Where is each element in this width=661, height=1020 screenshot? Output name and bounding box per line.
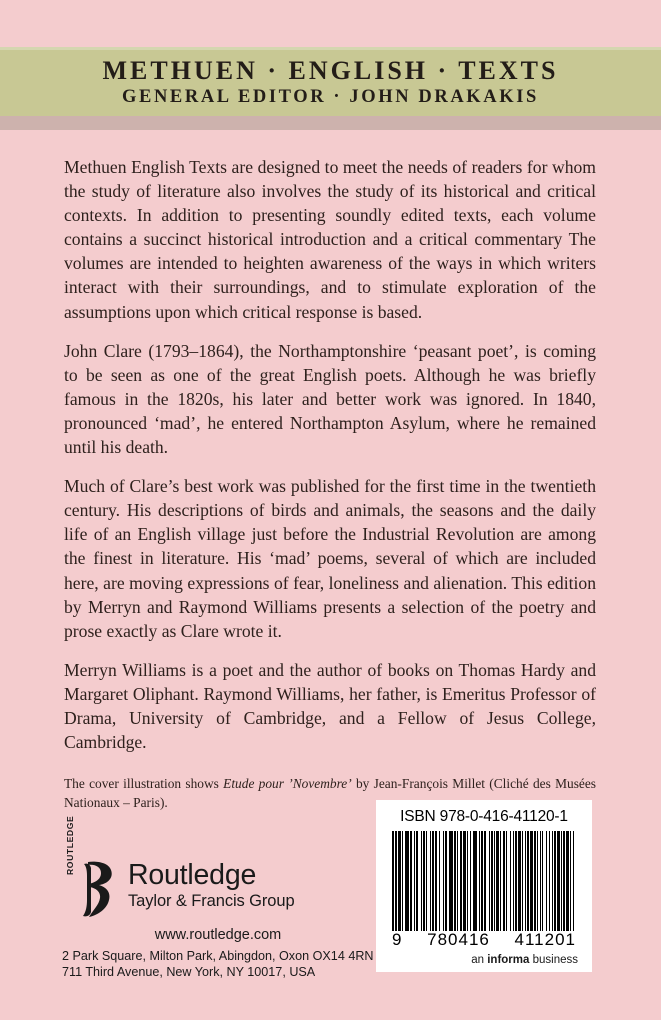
barcode-digit-group-1: 9: [392, 930, 403, 949]
routledge-vertical-text: ROUTLEDGE: [65, 815, 75, 875]
address-line-uk: 2 Park Square, Milton Park, Abingdon, Oxon OX14 4RN: [62, 949, 374, 963]
routledge-r-icon: [82, 860, 116, 918]
credit-suffix: by Jean-François Millet (Cliché des Musées Nationaux – Paris).: [64, 776, 597, 811]
logo-row: [64, 815, 354, 918]
imprint-suffix: business: [529, 954, 578, 966]
barcode-digit-group-3: 411201: [514, 930, 576, 949]
barcode-bars: [392, 831, 576, 931]
series-title: METHUEN · ENGLISH · TEXTS: [102, 56, 559, 85]
credit-prefix: The cover illustration shows: [64, 776, 224, 792]
publisher-name: Routledge: [128, 859, 257, 891]
series-banner: [0, 47, 661, 130]
banner-shadow-strip: [0, 116, 661, 130]
isbn-label: ISBN 978-0-416-41120-1: [400, 808, 568, 825]
publisher-tagline: Taylor & Francis Group: [128, 891, 295, 910]
imprint-brand: informa: [487, 954, 530, 966]
barcode-digit-group-2: 780416: [427, 930, 490, 949]
publisher-address: [62, 949, 374, 980]
banner-body: [0, 50, 661, 116]
logo-wordmark: [128, 860, 295, 912]
credit-artwork-title: Etude pour ’Novembre’: [223, 776, 352, 792]
imprint-prefix: an: [471, 954, 488, 966]
publisher-logo-block: [64, 815, 354, 943]
general-editor-line: GENERAL EDITOR · JOHN DRAKAKIS: [122, 87, 539, 108]
barcode-panel: [376, 800, 592, 972]
blurb-paragraph-author-bio: John Clare (1793–1864), the Northamptonshire ‘peasant poet’, is coming to be seen as one of the great English poets. Although he was briefly famous in the 1820s, his later and better work was ignored. In 1840, pronounced ‘mad’, he entered Northampton Asylum, where he remained until his death.: [64, 340, 596, 458]
publisher-website[interactable]: www.routledge.com: [154, 927, 282, 943]
barcode-digits: [390, 930, 578, 950]
routledge-logo-mark: [64, 815, 120, 918]
address-line-us: 711 Third Avenue, New York, NY 10017, USA: [62, 964, 316, 979]
blurb-paragraph-series: Methuen English Texts are designed to meet the needs of readers for whom the study of literature also involves the study of its historical and critical contexts. In addition to presenting soundly edited texts, each volume contains a succinct historical introduction and a critical commentary The volumes are intended to heighten awareness of the ways in which writers interact with their surroundings, and to stimulate exploration of the assumptions upon which critical response is based.: [64, 157, 596, 322]
informa-imprint: [390, 954, 578, 966]
blurb-paragraph-work: Much of Clare’s best work was published for the first time in the twentieth century. His descriptions of birds and animals, the seasons and the daily life of an English village just before the Industrial Revolution are among the finest in literature. His ‘mad’ poems, several of which are included here, are moving expressions of fear, loneliness and alienation. This edition by Merryn and Raymond Williams presents a selection of the poetry and prose exactly as Clare wrote it.: [64, 476, 596, 641]
back-cover-copy: [64, 155, 596, 812]
blurb-paragraph-editors: Merryn Williams is a poet and the author of books on Thomas Hardy and Margaret Oliphant. Raymond Williams, her father, is Emeritus Professor of Drama, University of Cambridge, and a Fellow of Jesus College, Cambridge.: [64, 659, 596, 753]
